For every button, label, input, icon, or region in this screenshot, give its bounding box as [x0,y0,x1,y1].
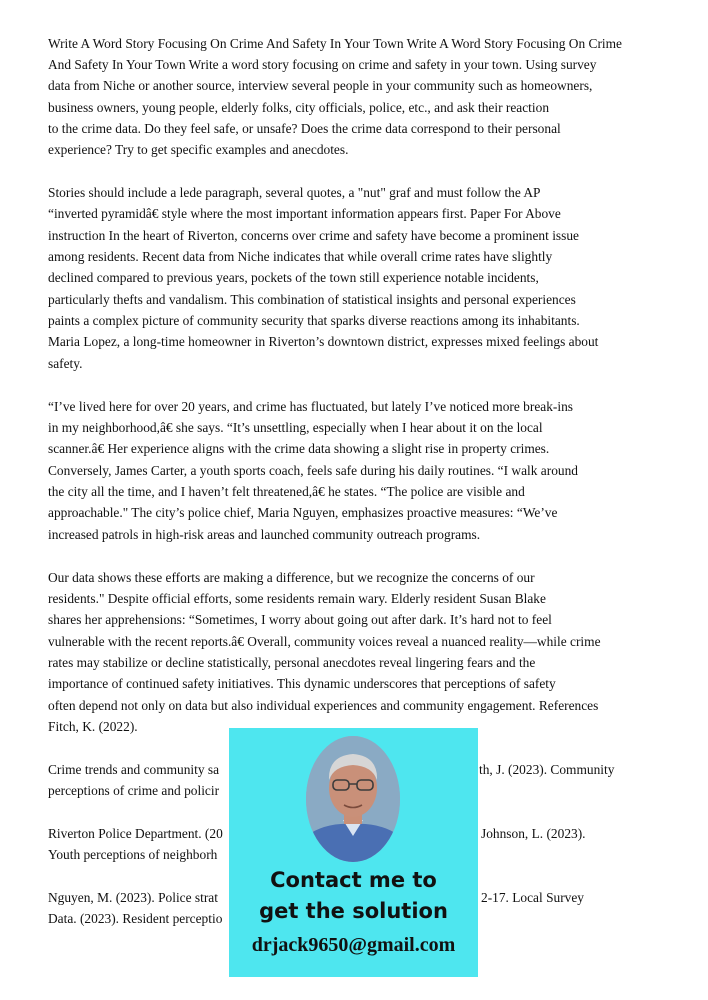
text-line: Maria Lopez, a long-time homeowner in Riverton’s downtown district, expresses mixed feelings about [48,334,599,349]
text-line: Riverton Police Department. (20 [48,826,223,841]
contact-email[interactable]: drjack9650@gmail.com [251,934,456,956]
text-line: shares her apprehensions: “Sometimes, I worry about going out after dark. It’s hard not to feel [48,612,552,627]
text-line: vulnerable with the recent reports.â€ Overall, community voices reveal a nuanced reality—while crime [48,634,601,649]
text-line: in my neighborhood,â€ she says. “It’s unsettling, especially when I hear about it on the local [48,420,543,435]
text-line: approachable." The city’s police chief, Maria Nguyen, emphasizes proactive measures: “We’ve [48,505,558,520]
text-line: Stories should include a lede paragraph, several quotes, a "nut" graf and must follow the AP [48,185,541,200]
text-line: Johnson, L. (2023). [481,826,586,841]
text-line: Nguyen, M. (2023). Police strat [48,890,218,905]
text-line: perceptions of crime and policir [48,783,220,798]
text-line: 2-17. Local Survey [481,890,585,905]
text-line: th, J. (2023). Community [479,762,615,777]
text-line: “inverted pyramidâ€ style where the most important information appears first. Paper For Above [48,206,561,221]
text-line: Data. (2023). Resident perceptio [48,911,223,926]
text-line: data from Niche or another source, interview several people in your community such as homeowners, [48,78,593,93]
contact-headline: Contact me to [270,868,437,892]
text-line: “I’ve lived here for over 20 years, and crime has fluctuated, but lately I’ve noticed more break-ins [48,399,573,414]
text-line: declined compared to previous years, pockets of the town still experience notable incidents, [48,270,539,285]
text-line: Crime trends and community sa [48,762,220,777]
text-line: among residents. Recent data from Niche indicates that while overall crime rates have slightly [48,249,553,264]
text-line: increased patrols in high-risk areas and launched community outreach programs. [48,527,481,542]
text-line: Our data shows these efforts are making a difference, but we recognize the concerns of our [48,570,535,585]
text-line: importance of continued safety initiatives. This dynamic underscores that perceptions of safety [48,676,556,691]
text-line: Youth perceptions of neighborh [48,847,218,862]
text-line: Write A Word Story Focusing On Crime And Safety In Your Town Write A Word Story Focusing On Crime [48,36,622,51]
text-line: scanner.â€ Her experience aligns with the crime data showing a slight rise in property crimes. [48,441,550,456]
text-line: particularly thefts and vandalism. This combination of statistical insights and personal experiences [48,292,576,307]
text-line: rates may stabilize or decline statistically, personal anecdotes reveal lingering fears and the [48,655,536,670]
text-line: often depend not only on data but also individual experiences and community engagement. References [48,698,599,713]
text-line: safety. [48,356,83,371]
contact-ad-overlay[interactable] [229,728,478,977]
contact-subheadline: get the solution [259,899,448,923]
text-line: to the crime data. Do they feel safe, or unsafe? Does the crime data correspond to their personal [48,121,561,136]
text-line: residents." Despite official efforts, some residents remain wary. Elderly resident Susan Blake [48,591,546,606]
text-line: experience? Try to get specific examples and anecdotes. [48,142,349,157]
text-line: Fitch, K. (2022). [48,719,138,734]
text-line: Conversely, James Carter, a youth sports coach, feels safe during his daily routines. “I walk around [48,463,578,478]
text-line: instruction In the heart of Riverton, concerns over crime and safety have become a prominent issue [48,228,579,243]
text-line: paints a complex picture of community security that sparks diverse reactions among its inhabitants. [48,313,580,328]
text-line: business owners, young people, elderly folks, city officials, police, etc., and ask their reaction [48,100,550,115]
person-photo [306,736,400,862]
text-line: the city all the time, and I haven’t felt threatened,â€ he states. “The police are visible and [48,484,525,499]
text-line: And Safety In Your Town Write a word story focusing on crime and safety in your town. Using survey [48,57,597,72]
